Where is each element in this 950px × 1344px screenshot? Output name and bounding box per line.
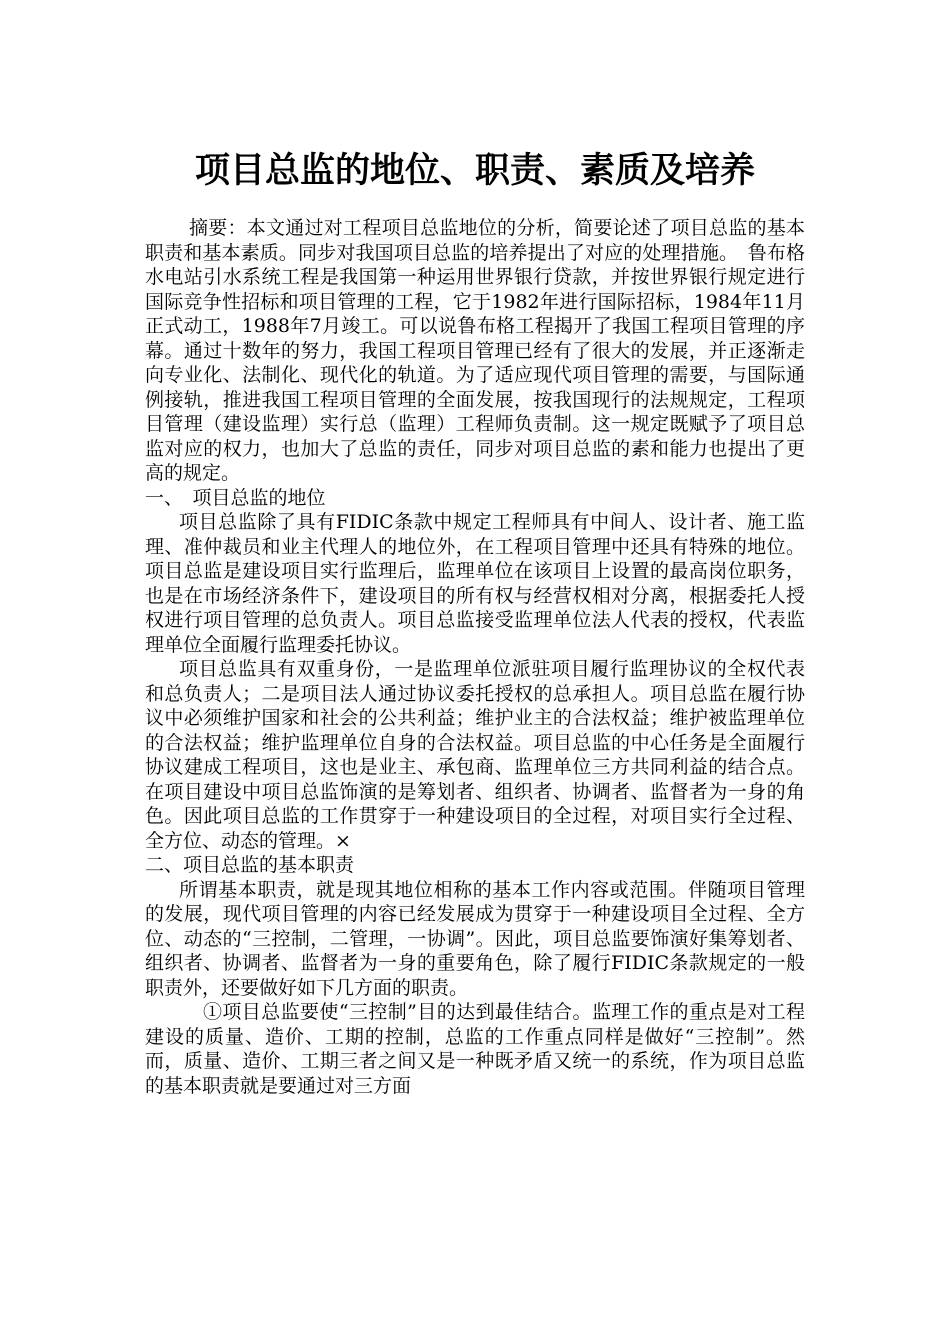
section-heading-2: 二、项目总监的基本职责	[145, 854, 355, 876]
document-title: 项目总监的地位、职责、素质及培养	[194, 151, 755, 191]
paragraph-basic-duties: 所谓基本职责，就是现其地位相称的基本工作内容或范围。伴随项目管理的发展，现代项目管理的内容已经发展成为贯穿于一种建设项目全过程、全方位、动态的“三控制，二管理，一协调”。因此，项目总监要饰演好集筹划者、组织者、协调者、监督者为一身的重要角色，除了履行FIDIC条款规定的一般职责外，还要做好如下几方面的职责。	[145, 878, 805, 999]
paragraph-status: 项目总监除了具有FIDIC条款中规定工程师具有中间人、设计者、施工监理、准仲裁员和业主代理人的地位外，在工程项目管理中还具有特殊的地位。项目总监是建设项目实行监理后，监理单位在该项目上设置的最高岗位职务，也是在市场经济条件下，建设项目的所有权与经营权相对分离，根据委托人授权进行项目管理的总负责人。项目总监接受监理单位法人代表的授权，代表监理单位全面履行监理委托协议。	[145, 511, 805, 656]
section-heading-1: 一、 项目总监的地位	[145, 486, 326, 509]
document-body	[145, 216, 805, 1098]
paragraph-three-controls: ①项目总监要使“三控制”目的达到最佳结合。监理工作的重点是对工程建设的质量、造价、工期的控制，总监的工作重点同样是做好“三控制”。然而，质量、造价、工期三者之间又是一种既矛盾又统一的系统，作为项目总监的基本职责就是要通过对三方面	[145, 1001, 805, 1097]
abstract-paragraph: 摘要：本文通过对工程项目总监地位的分析，简要论述了项目总监的基本职责和基本素质。同步对我国项目总监的培养提出了对应的处理措施。 鲁布格水电站引水系统工程是我国第一种运用世界银行贷款，并按世界银行规定进行国际竞争性招标和项目管理的工程，它于1982年进行国际招标，1984年11月正式动工，1988年7月竣工。可以说鲁布格工程揭开了我国工程项目管理的序幕。通过十数年的努力，我国工程项目管理已经有了很大的发展，并正逐渐走向专业化、法制化、现代化的轨道。为了适应现代项目管理的需要，与国际通例接轨，推进我国工程项目管理的全面发展，按我国现行的法规规定，工程项目管理（建设监理）实行总（监理）工程师负责制。这一规定既赋予了项目总监对应的权力，也加大了总监的责任，同步对项目总监的素和能力也提出了更高的规定。	[145, 217, 805, 484]
paragraph-dual-identity: 项目总监具有双重身份，一是监理单位派驻项目履行监理协议的全权代表和总负责人；二是项目法人通过协议委托授权的总承担人。项目总监在履行协议中必须维护国家和社会的公共利益；维护业主的合法权益；维护被监理单位的合法权益；维护监理单位自身的合法权益。项目总监的中心任务是全面履行协议建成工程项目，这也是业主、承包商、监理单位三方共同利益的结合点。在项目建设中项目总监饰演的是筹划者、组织者、协调者、监督者为一身的角色。因此项目总监的工作贯穿于一种建设项目的全过程，对项目实行全过程、全方位、动态的管理。×	[145, 658, 805, 852]
